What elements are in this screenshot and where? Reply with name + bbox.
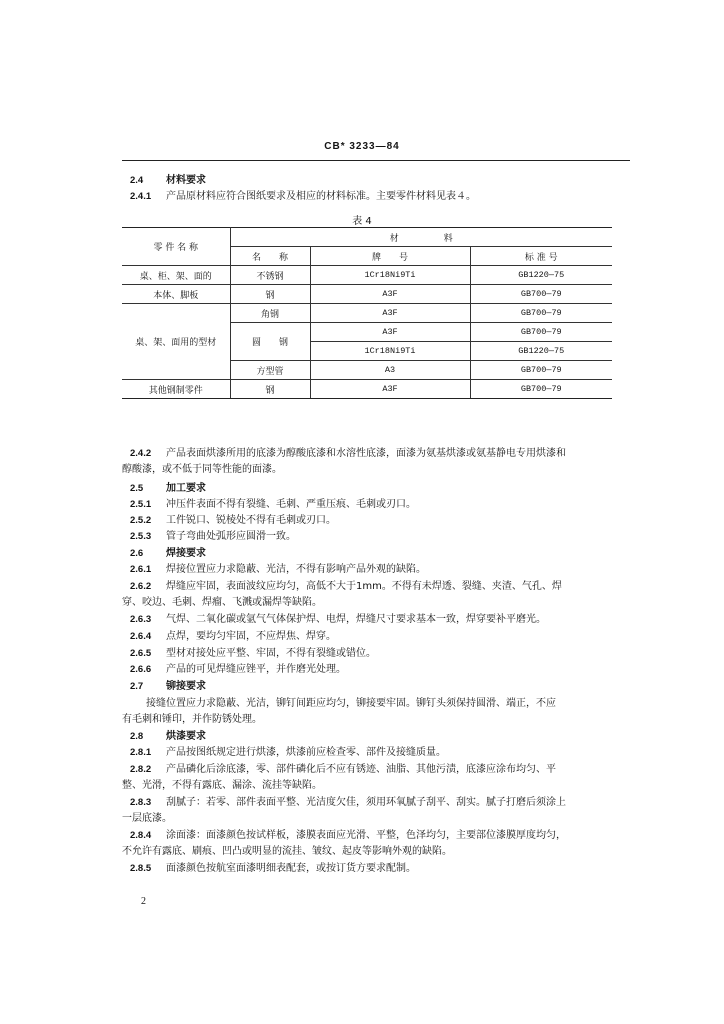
- clause-number: 2.6.6: [130, 664, 152, 675]
- clause-2-4-2: [130, 447, 566, 461]
- clause-2-8-2-continued: 整、光滑，不得有露底、漏涂、流挂等缺陷。: [122, 780, 322, 791]
- clause-2-8-5: [130, 862, 416, 876]
- clause-number: 2.8.3: [130, 797, 152, 808]
- cell-grade: A3F: [310, 323, 470, 342]
- clause-number: 2.4.1: [130, 191, 152, 202]
- cell-standard: GB700—79: [470, 323, 612, 342]
- cell-grade: A3F: [310, 304, 470, 323]
- clause-text: 面漆颜色按航室面漆明细表配套，或按订货方要求配制。: [166, 863, 416, 874]
- cell-grade: A3F: [310, 380, 470, 399]
- clause-2-8-3-continued: 一层底漆。: [122, 813, 172, 824]
- section-number: 2.4: [130, 175, 144, 186]
- section-2-5: [130, 482, 206, 496]
- cell-grade: 1Cr18Ni9Ti: [310, 266, 470, 285]
- clause-2-8-1: [130, 746, 446, 760]
- header-rule: [122, 160, 630, 161]
- clause-number: 2.5.1: [130, 499, 152, 510]
- clause-number: 2.8.2: [130, 764, 152, 775]
- clause-number: 2.8.5: [130, 863, 152, 874]
- clause-number: 2.5.3: [130, 531, 152, 542]
- table-row: [122, 304, 612, 323]
- header-material: 材 料: [230, 228, 612, 247]
- section-number: 2.6: [130, 548, 144, 559]
- header-name: 名 称: [230, 247, 310, 266]
- clause-text: 焊接位置应力求隐蔽、光洁，不得有影响产品外观的缺陷。: [166, 564, 426, 575]
- clause-text-line: 产品磷化后涂底漆，零、部件磷化后不应有锈迹、油脂、其他污渍，底漆应涂布均匀、平: [166, 764, 556, 775]
- clause-2-4-1: [130, 190, 476, 204]
- clause-2-6-4: [130, 630, 336, 644]
- header-part-name: 零 件 名 称: [122, 228, 230, 266]
- clause-2-6-6: [130, 663, 346, 677]
- clause-text-line: 产品表面烘漆所用的底漆为醇酸底漆和水溶性底漆，面漆为氨基烘漆或氨基静电专用烘漆和: [166, 448, 566, 459]
- cell-part: 其他钢制零件: [122, 380, 230, 399]
- section-2-8: [130, 730, 206, 744]
- cell-standard: GB700—79: [470, 285, 612, 304]
- clause-number: 2.6.2: [130, 581, 152, 592]
- clause-number: 2.8.4: [130, 830, 152, 841]
- clause-text: 点焊，要均匀牢固，不应焊焦、焊穿。: [166, 631, 336, 642]
- table-row: [122, 380, 612, 399]
- section-2-7-text-continued: 有毛刺和锤印，并作防锈处理。: [122, 714, 262, 725]
- clause-text: 管子弯曲处弧形应圆滑一致。: [166, 531, 296, 542]
- cell-part: 桌、柜、架、面的: [122, 266, 230, 285]
- clause-2-6-3: [130, 613, 546, 627]
- clause-text-line: 涂面漆：面漆颜色按试样板，漆膜表面应光滑、平整，色泽均匀，主要部位漆膜厚度均匀，: [166, 830, 566, 841]
- clause-text: 产品的可见焊缝应锉平，并作磨光处理。: [166, 664, 346, 675]
- materials-table: [122, 227, 612, 399]
- clause-2-5-1: [130, 498, 416, 512]
- cell-part: 桌、架、面用的型材: [122, 304, 230, 380]
- clause-2-6-2-continued: 穿、咬边、毛刺、焊瘤、飞溅或漏焊等缺陷。: [122, 597, 322, 608]
- table-row: [122, 266, 612, 285]
- section-2-6: [130, 547, 206, 561]
- cell-grade: A3: [310, 361, 470, 380]
- table-header-row: [122, 228, 612, 247]
- section-number: 2.5: [130, 483, 144, 494]
- clause-text: 产品按图纸规定进行烘漆，烘漆前应检查零、部件及接缝质量。: [166, 747, 446, 758]
- clause-2-8-2: [130, 763, 556, 777]
- clause-text-line: 刮腻子：若零、部件表面平整、光洁度欠佳，须用环氧腻子刮平、刮实。腻子打磨后须涂上: [166, 797, 566, 808]
- clause-number: 2.8.1: [130, 747, 152, 758]
- cell-name: 钢: [230, 380, 310, 399]
- clause-2-4-2-continued: 醇酸漆，或不低于同等性能的面漆。: [122, 464, 282, 475]
- cell-name: 方型管: [230, 361, 310, 380]
- table-row: [122, 285, 612, 304]
- section-title: 加工要求: [166, 483, 206, 494]
- clause-2-5-3: [130, 530, 296, 544]
- cell-part: 本体、脚板: [122, 285, 230, 304]
- clause-2-6-1: [130, 563, 426, 577]
- clause-text: 工件锐口、锐棱处不得有毛刺或刃口。: [166, 515, 336, 526]
- clause-number: 2.4.2: [130, 448, 152, 459]
- cell-name: 圆 钢: [230, 323, 310, 361]
- clause-2-8-3: [130, 796, 566, 810]
- section-title: 烘漆要求: [166, 731, 206, 742]
- clause-text: 冲压件表面不得有裂缝、毛刺、严重压痕、毛刺或刃口。: [166, 499, 416, 510]
- cell-standard: GB1220—75: [470, 266, 612, 285]
- clause-number: 2.5.2: [130, 515, 152, 526]
- clause-2-6-2: [130, 580, 562, 594]
- clause-number: 2.6.4: [130, 631, 152, 642]
- cell-standard: GB1220—75: [470, 342, 612, 361]
- section-2-4: [130, 174, 206, 188]
- section-number: 2.8: [130, 731, 144, 742]
- cell-grade: A3F: [310, 285, 470, 304]
- header-grade: 牌 号: [310, 247, 470, 266]
- clause-number: 2.6.5: [130, 648, 152, 659]
- clause-text-line: 焊缝应牢固，表面波纹应均匀，高低不大于1mm。不得有未焊透、裂缝、夹渣、气孔、焊: [166, 581, 562, 592]
- clause-2-8-4: [130, 829, 566, 843]
- clause-number: 2.6.1: [130, 564, 152, 575]
- clause-number: 2.6.3: [130, 614, 152, 625]
- cell-name: 不锈钢: [230, 266, 310, 285]
- section-title: 铆接要求: [166, 681, 206, 692]
- standard-code-header: CB* 3233—84: [324, 141, 400, 152]
- clause-2-6-5: [130, 647, 376, 661]
- section-2-7: [130, 680, 206, 694]
- clause-2-8-4-continued: 不允许有露底、刷痕、凹凸或明显的流挂、皱纹、起皮等影响外观的缺陷。: [122, 846, 452, 857]
- cell-grade: 1Cr18Ni9Ti: [310, 342, 470, 361]
- clause-text: 产品原材料应符合图纸要求及相应的材料标准。主要零件材料见表４。: [166, 191, 476, 202]
- cell-standard: GB700—79: [470, 304, 612, 323]
- clause-text: 气焊、二氧化碳或氩气气体保护焊、电焊，焊缝尺寸要求基本一致，焊穿要补平磨光。: [166, 614, 546, 625]
- table-caption: 表 4: [352, 216, 372, 227]
- section-title: 焊接要求: [166, 548, 206, 559]
- cell-standard: GB700—79: [470, 361, 612, 380]
- cell-name: 钢: [230, 285, 310, 304]
- header-standard: 标 准 号: [470, 247, 612, 266]
- cell-name: 角钢: [230, 304, 310, 323]
- cell-standard: GB700—79: [470, 380, 612, 399]
- clause-2-5-2: [130, 514, 336, 528]
- section-number: 2.7: [130, 681, 144, 692]
- clause-text: 型材对接处应平整、牢固，不得有裂缝或错位。: [166, 648, 376, 659]
- page-number: 2: [141, 896, 146, 907]
- section-2-7-text: 接缝位置应力求隐蔽、光洁，铆钉间距应均匀，铆接要牢固。铆钉头须保持圆滑、端正，不应: [146, 698, 556, 709]
- section-title: 材料要求: [166, 175, 206, 186]
